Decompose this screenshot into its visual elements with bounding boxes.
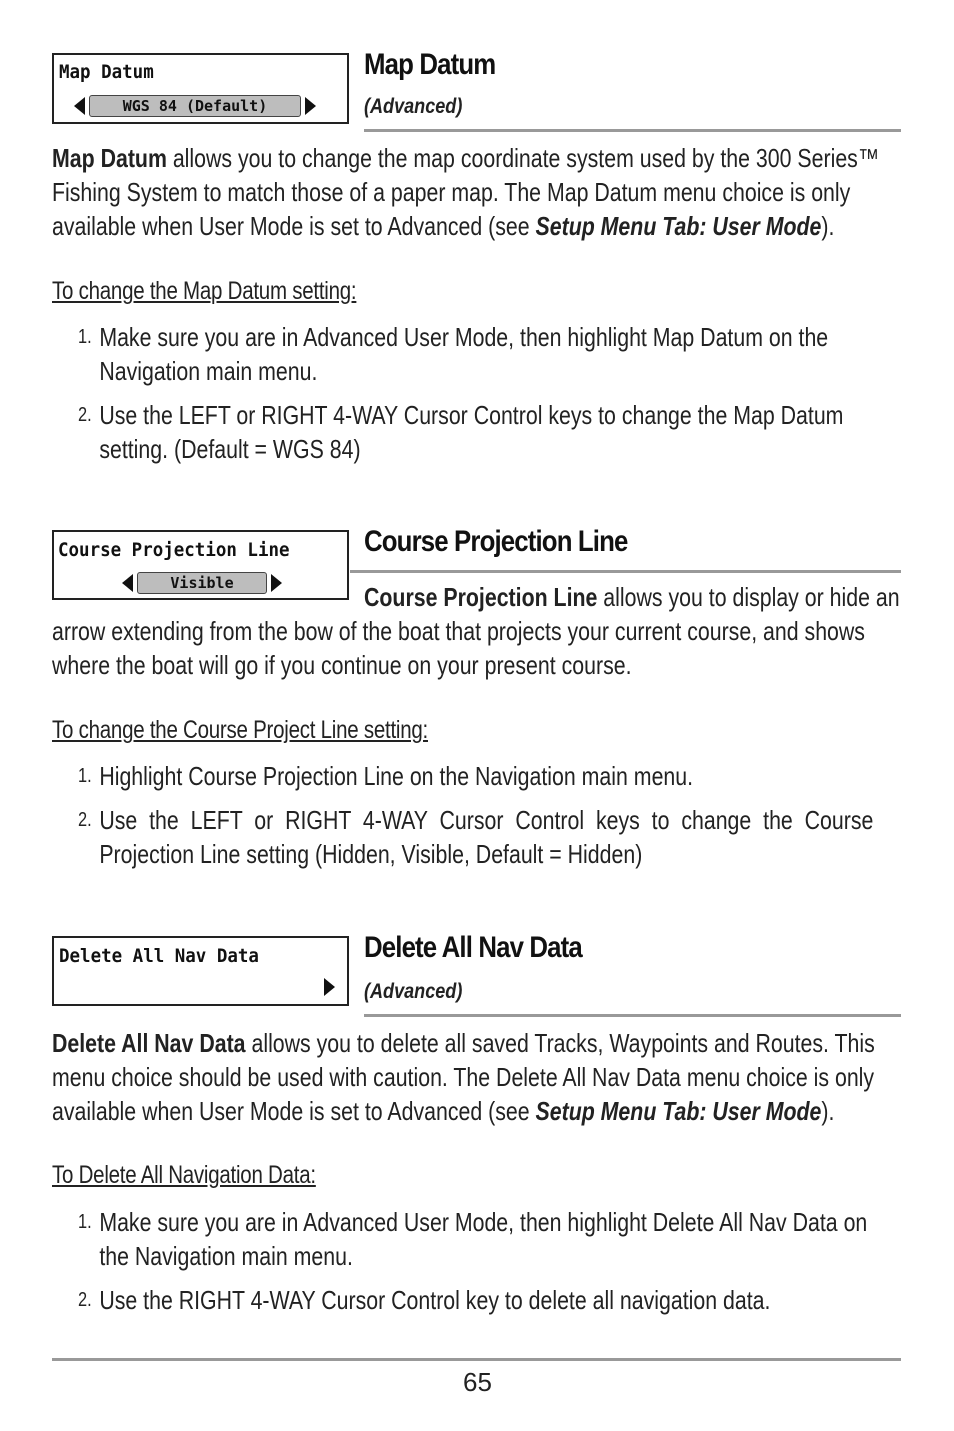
footer-rule <box>52 1358 901 1361</box>
delete-nav-menu-box[interactable] <box>52 936 349 1006</box>
step-number: 2. <box>78 1289 92 1311</box>
step-number: 2. <box>78 404 92 426</box>
list-item <box>78 1283 873 1317</box>
course-projection-desc-bold: Course Projection Line <box>364 582 598 612</box>
delete-nav-steps <box>78 1205 873 1317</box>
course-projection-desc-text-1: allows you to display or hide an <box>597 582 900 612</box>
page-number: 65 <box>463 1367 492 1397</box>
delete-nav-title: Delete All Nav Data <box>364 931 582 964</box>
step-text: Highlight Course Projection Line on the Navigation main menu. <box>99 761 694 791</box>
course-projection-steps <box>78 759 873 871</box>
delete-nav-subhead: To Delete All Navigation Data: <box>52 1161 316 1189</box>
map-datum-desc-text-1: allows you to change the map coordinate system used by the 300 Series™ Fishing System to match those of a paper map. The Map Datum menu choice is only available when User Mode is set to Advanced (see <box>52 143 880 241</box>
map-datum-desc-text-2: ). <box>821 211 835 241</box>
course-projection-menu-label: Course Projection Line <box>58 539 290 561</box>
course-projection-menu-box[interactable] <box>52 530 349 600</box>
step-number: 2. <box>78 809 92 831</box>
right-arrow-icon[interactable] <box>271 574 282 592</box>
step-text: Make sure you are in Advanced User Mode, then highlight Delete All Nav Data on the Navigation main menu. <box>99 1207 868 1271</box>
map-datum-value: WGS 84 (Default) <box>89 95 301 117</box>
course-projection-title-rule <box>350 570 901 573</box>
course-projection-desc-line1 <box>364 580 900 614</box>
map-datum-steps <box>78 320 873 466</box>
delete-nav-menu-label: Delete All Nav Data <box>59 945 259 967</box>
map-datum-selector[interactable] <box>74 95 316 117</box>
delete-nav-description <box>52 1026 901 1128</box>
course-projection-selector[interactable] <box>122 572 282 594</box>
left-arrow-icon[interactable] <box>122 574 133 592</box>
delete-nav-desc-text-1: allows you to delete all saved Tracks, Waypoints and Routes. This menu choice should be used with caution. The Delete All Nav Data menu choice is only available when User Mode is set to Advanced (see <box>52 1028 875 1126</box>
map-datum-advanced-badge: (Advanced) <box>364 95 463 118</box>
step-number: 1. <box>78 765 92 787</box>
left-arrow-icon[interactable] <box>74 97 85 115</box>
delete-nav-desc-ref: Setup Menu Tab: User Mode <box>535 1096 822 1126</box>
map-datum-title: Map Datum <box>364 48 496 81</box>
step-text: Make sure you are in Advanced User Mode, then highlight Map Datum on the Navigation main menu. <box>99 322 829 386</box>
step-text: Use the LEFT or RIGHT 4-WAY Cursor Control keys to change the Course Projection Line setting (Hidden, Visible, Default = Hidden) <box>99 805 874 869</box>
course-projection-title: Course Projection Line <box>364 525 628 558</box>
list-item <box>78 398 873 466</box>
list-item <box>78 759 873 793</box>
delete-nav-desc-bold: Delete All Nav Data <box>52 1028 246 1058</box>
delete-nav-desc-text-2: ). <box>821 1096 835 1126</box>
course-projection-subhead: To change the Course Project Line setting: <box>52 716 428 744</box>
map-datum-desc-bold: Map Datum <box>52 143 167 173</box>
course-projection-value: Visible <box>137 572 267 594</box>
delete-nav-title-rule <box>364 1014 901 1017</box>
list-item <box>78 320 873 388</box>
course-projection-description: arrow extending from the bow of the boat that projects your current course, and shows where the boat will go if you continue on your present course. <box>52 616 865 680</box>
list-item <box>78 1205 873 1273</box>
map-datum-desc-ref: Setup Menu Tab: User Mode <box>535 211 822 241</box>
map-datum-title-rule <box>364 129 901 132</box>
right-arrow-icon[interactable] <box>305 97 316 115</box>
step-text: Use the LEFT or RIGHT 4-WAY Cursor Control keys to change the Map Datum setting. (Default = WGS 84) <box>99 400 844 464</box>
map-datum-description <box>52 141 901 243</box>
list-item <box>78 803 873 871</box>
step-number: 1. <box>78 1211 92 1233</box>
map-datum-menu-label: Map Datum <box>59 61 154 83</box>
delete-nav-advanced-badge: (Advanced) <box>364 980 463 1003</box>
right-arrow-icon[interactable] <box>324 978 335 996</box>
map-datum-menu-box[interactable] <box>52 53 349 124</box>
step-text: Use the RIGHT 4-WAY Cursor Control key to delete all navigation data. <box>99 1285 771 1315</box>
map-datum-subhead: To change the Map Datum setting: <box>52 277 357 305</box>
step-number: 1. <box>78 326 92 348</box>
